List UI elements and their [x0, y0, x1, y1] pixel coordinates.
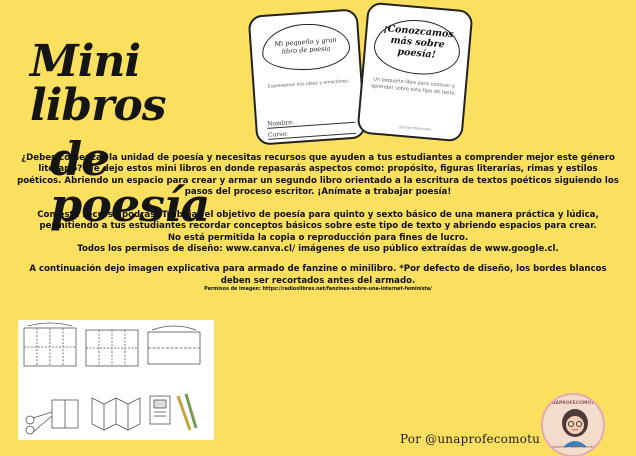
folded-paper-icon — [150, 396, 170, 424]
author-credit: Por @unaprofecomotu — [400, 432, 541, 446]
paragraph-copyright: No está permitida la copia o reproducción para fines de lucro. — [167, 232, 469, 243]
paragraph-image-permissions: Permisos de imagen: https://radioslibres.net/fanzines-sobre-una-internet-feminista/ — [204, 287, 432, 293]
cover-1-course-field: Curso: — [268, 126, 356, 140]
cover-2-footer: @unaprofecomotu — [398, 124, 432, 132]
paragraph-intro: ¿Debes comenzar la unidad de poesía y necesitas recursos que ayuden a tus estudiantes a comprender mejor este género literario? ¡Te dejo estos mini libros en donde repasarás aspectos como: propósito, figuras literarias, rimas y estilos poéticos. Abriendo un espacio para crear y armar un segundo libro orientado a la escritura de textos poéticos siguiendo los pasos del proceso escritor. ¡Anímate a trabajar poesía! — [17, 153, 619, 198]
cover-1-name-field: Nombre: — [267, 115, 355, 129]
logo-tagline: Aprender para educar — [552, 444, 594, 449]
author-logo — [541, 393, 605, 456]
logo-arc-text: UNAPROFECOMOTU — [548, 401, 598, 406]
paragraph-permissions: Todos los permisos de diseño: www.canva.cl/ imágenes de uso público extraídas de www.google.cl. — [77, 243, 559, 254]
title-line-2: de poesía — [50, 132, 210, 232]
cover-2-subtext: Un pequeño libro para conocer y aprender sobre este tipo de texto. — [370, 76, 457, 97]
cover-1-heading: Mi pequeño y gran libro de poesía — [260, 21, 351, 73]
minibook-cover-1 — [248, 8, 367, 145]
minibook-cover-2 — [356, 2, 473, 143]
paragraph-assembly: A continuación dejo imagen explicativa para armado de fanzine o minilibro. *Por defecto de diseño, los bordes blancos deben ser recortados antes del armado. — [29, 264, 607, 286]
description-text — [16, 153, 620, 294]
scissors-icon — [26, 412, 52, 434]
cover-1-subtext: Expresemos mis ideas y emociones. — [267, 79, 350, 90]
cover-2-heading: ¡Conozcamos más sobre poesía! — [372, 16, 462, 77]
paragraph-benefits: Con este recurso podrás: Trabajar el objetivo de poesía para quinto y sexto básico de una manera práctica y lúdica, permitiendo a tus estudiantes recordar conceptos básicos sobre este tipo de texto y abriendo espacios para crear. — [37, 209, 599, 232]
pencil-icon — [178, 394, 196, 430]
title-line-1: Mini libros — [30, 36, 166, 131]
assembly-instructions-image — [18, 320, 214, 440]
teacher-avatar-icon — [557, 407, 593, 447]
